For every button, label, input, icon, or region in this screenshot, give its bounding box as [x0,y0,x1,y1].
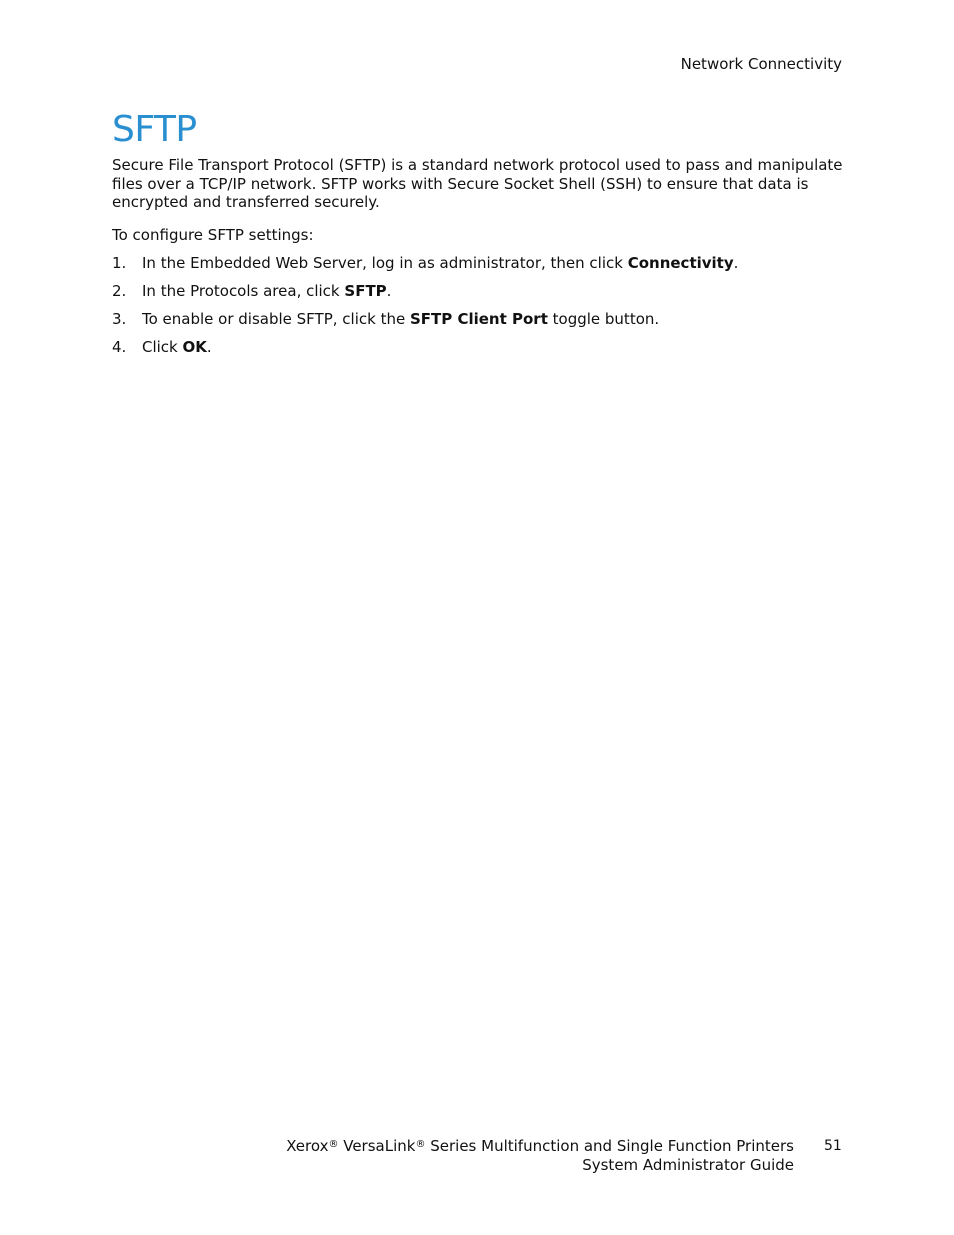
intro-paragraph: Secure File Transport Protocol (SFTP) is a standard network protocol used to pass and manipulate files over a TCP/IP network. SFTP works with Secure Socket Shell (SSH) to ensure that data is encrypted and transferred securely. [112,156,843,212]
footer-brand: Xerox [286,1137,329,1155]
registered-mark: ® [415,1139,426,1150]
page-content [112,108,844,366]
procedure-lead: To configure SFTP settings: [112,225,314,244]
step-text: In the Protocols area, click [142,282,345,301]
step-text-end: . [206,338,212,357]
page-number: 51 [824,1138,842,1154]
step-text-end: . [733,254,739,273]
step-item [112,254,844,273]
procedure-steps [112,254,844,357]
step-emphasis: OK [182,338,207,357]
registered-mark: ® [328,1139,339,1150]
page-title: SFTP [112,109,197,150]
footer-product-line [286,1137,794,1156]
step-text-end: toggle button. [547,310,660,329]
page-footer [286,1137,794,1175]
step-item [112,282,844,301]
step-text-end: . [386,282,392,301]
running-header [681,54,842,74]
step-number: 1. [112,254,127,273]
step-emphasis: Connectivity [627,254,734,273]
step-item [112,338,844,357]
footer-guide-name: System Administrator Guide [582,1156,794,1174]
step-item [112,310,844,329]
step-text: In the Embedded Web Server, log in as administrator, then click [142,254,628,273]
step-number: 2. [112,282,127,301]
section-name: Network Connectivity [680,55,842,73]
footer-product: VersaLink [338,1137,416,1155]
footer-product-rest: Series Multifunction and Single Function Printers [425,1137,794,1155]
step-text: Click [142,338,183,357]
step-number: 4. [112,338,127,357]
step-number: 3. [112,310,127,329]
step-emphasis: SFTP Client Port [409,310,548,329]
step-emphasis: SFTP [344,282,387,301]
step-text: To enable or disable SFTP, click the [142,310,410,329]
